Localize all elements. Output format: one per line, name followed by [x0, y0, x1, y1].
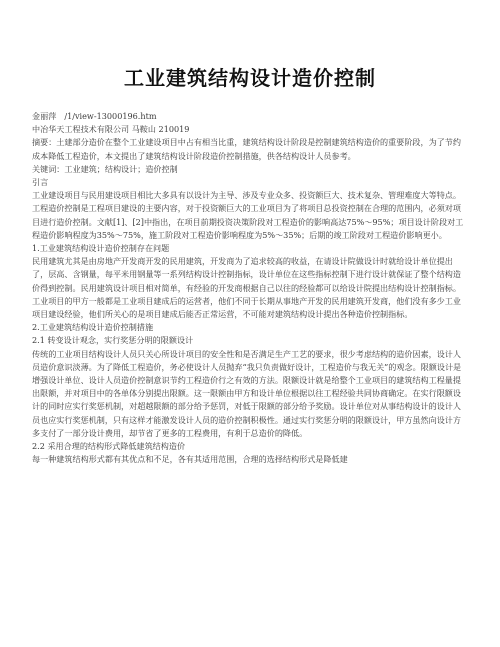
document-title: 工业建筑结构设计造价控制 — [124, 66, 376, 90]
body-paragraph: 传统的工业项目结构设计人员只关心所设计项目的安全性和是否满足生产工艺的要求，很少考虑结构的造价因素，设计人员造价意识淡薄。为了降低工程造价，务必使设计人员抛弃“我只负责做好设计，工程造价与我无关”的观念。限额设计是增强设计单位、设计人员造价控制意识节约工程造价行之有效的方法。限额设计就是给整个工业项目的建筑结构工程量提出限额，并对项目中的各单体分别提出限额。这一限额由甲方和设计单位根据以往工程经验共同协商确定。在实行限额设计的同时应实行奖惩机制，对超越限额的部分给予惩罚，对低于限额的部分给予奖励。设计单位对从事结构设计的设计人员也应实行奖惩机制，只有这样才能激发设计人员的造价控制积极性。通过实行奖惩分明的限额设计，甲方虽然向设计方多支付了一部分设计费用，却节省了更多的工程费用，有利于总造价的降低。 — [32, 348, 462, 438]
abstract: 摘要：土建部分造价在整个工业建设项目中占有相当比重，建筑结构设计阶段是控制建筑结构造价的重要阶段，为了节约成本降低工程造价，本文提出了建筑结构设计阶段造价控制措施，供各结构设计人员参考。 — [32, 137, 461, 161]
affiliation-line: 中冶华天工程技术有限公司 马鞍山 210019 — [32, 124, 190, 135]
body-paragraph: 工业建设项目与民用建设项目相比大多具有以设计为主导、涉及专业众多、投资额巨大、技术复杂、管理难度大等特点。工程造价控制是工程项目建设的主要内容，对于投资额巨大的工业项目为了将项目总投资控制在合理的范围内，必须对项目进行造价控制。文献[1]、[2]中指出，在项目前期投资决策阶段对工程造价的影响高达75%～95%；项目设计阶段对工程造价影响程度为35%～75%，施工阶段对工程造价影响程度为5%～35%；后期的竣工阶段对工程造价影响更小。 — [32, 190, 464, 240]
section-heading: 2.2 采用合理的结构形式降低建筑结构造价 — [32, 441, 186, 452]
document-body — [32, 110, 469, 466]
body-paragraph: 民用建筑尤其是由房地产开发商开发的民用建筑，开发商为了追求较高的收益，在请设计院做设计时就给设计单位提出了，层高、含钢量，每平米用钢量等一系列结构设计控制指标，设计单位在这些指标控制下进行设计就保证了整个结构造价得到控制。民用建筑设计项目相对简单，有经验的开发商根据自己以往的经验都可以给设计院提出结构设计控制指标。工业项目的甲方一般都是工业项目建成后的运营者，他们不同于长期从事地产开发的民用建筑开发商，他们没有多少工业项目建设经验，他们所关心的是项目建成后能否正常运营，不可能对建筑结构设计提出各种造价控制指标。 — [32, 256, 461, 320]
body-paragraph: 每一种建筑结构形式都有其优点和不足，各有其适用范围，合理的选择结构形式是降低建 — [32, 454, 348, 465]
author-line: 金丽萍 /1/view-13000196.htm — [32, 111, 157, 121]
section-heading: 引言 — [32, 177, 49, 188]
keywords: 关键词：工业建筑；结构设计；造价控制 — [32, 163, 178, 174]
section-heading: 2.工业建筑结构设计造价控制措施 — [32, 322, 154, 333]
section-heading: 1.工业建筑结构设计造价控制存在问题 — [32, 243, 170, 254]
section-heading: 2.1 转变设计观念，实行奖惩分明的限额设计 — [32, 335, 194, 346]
